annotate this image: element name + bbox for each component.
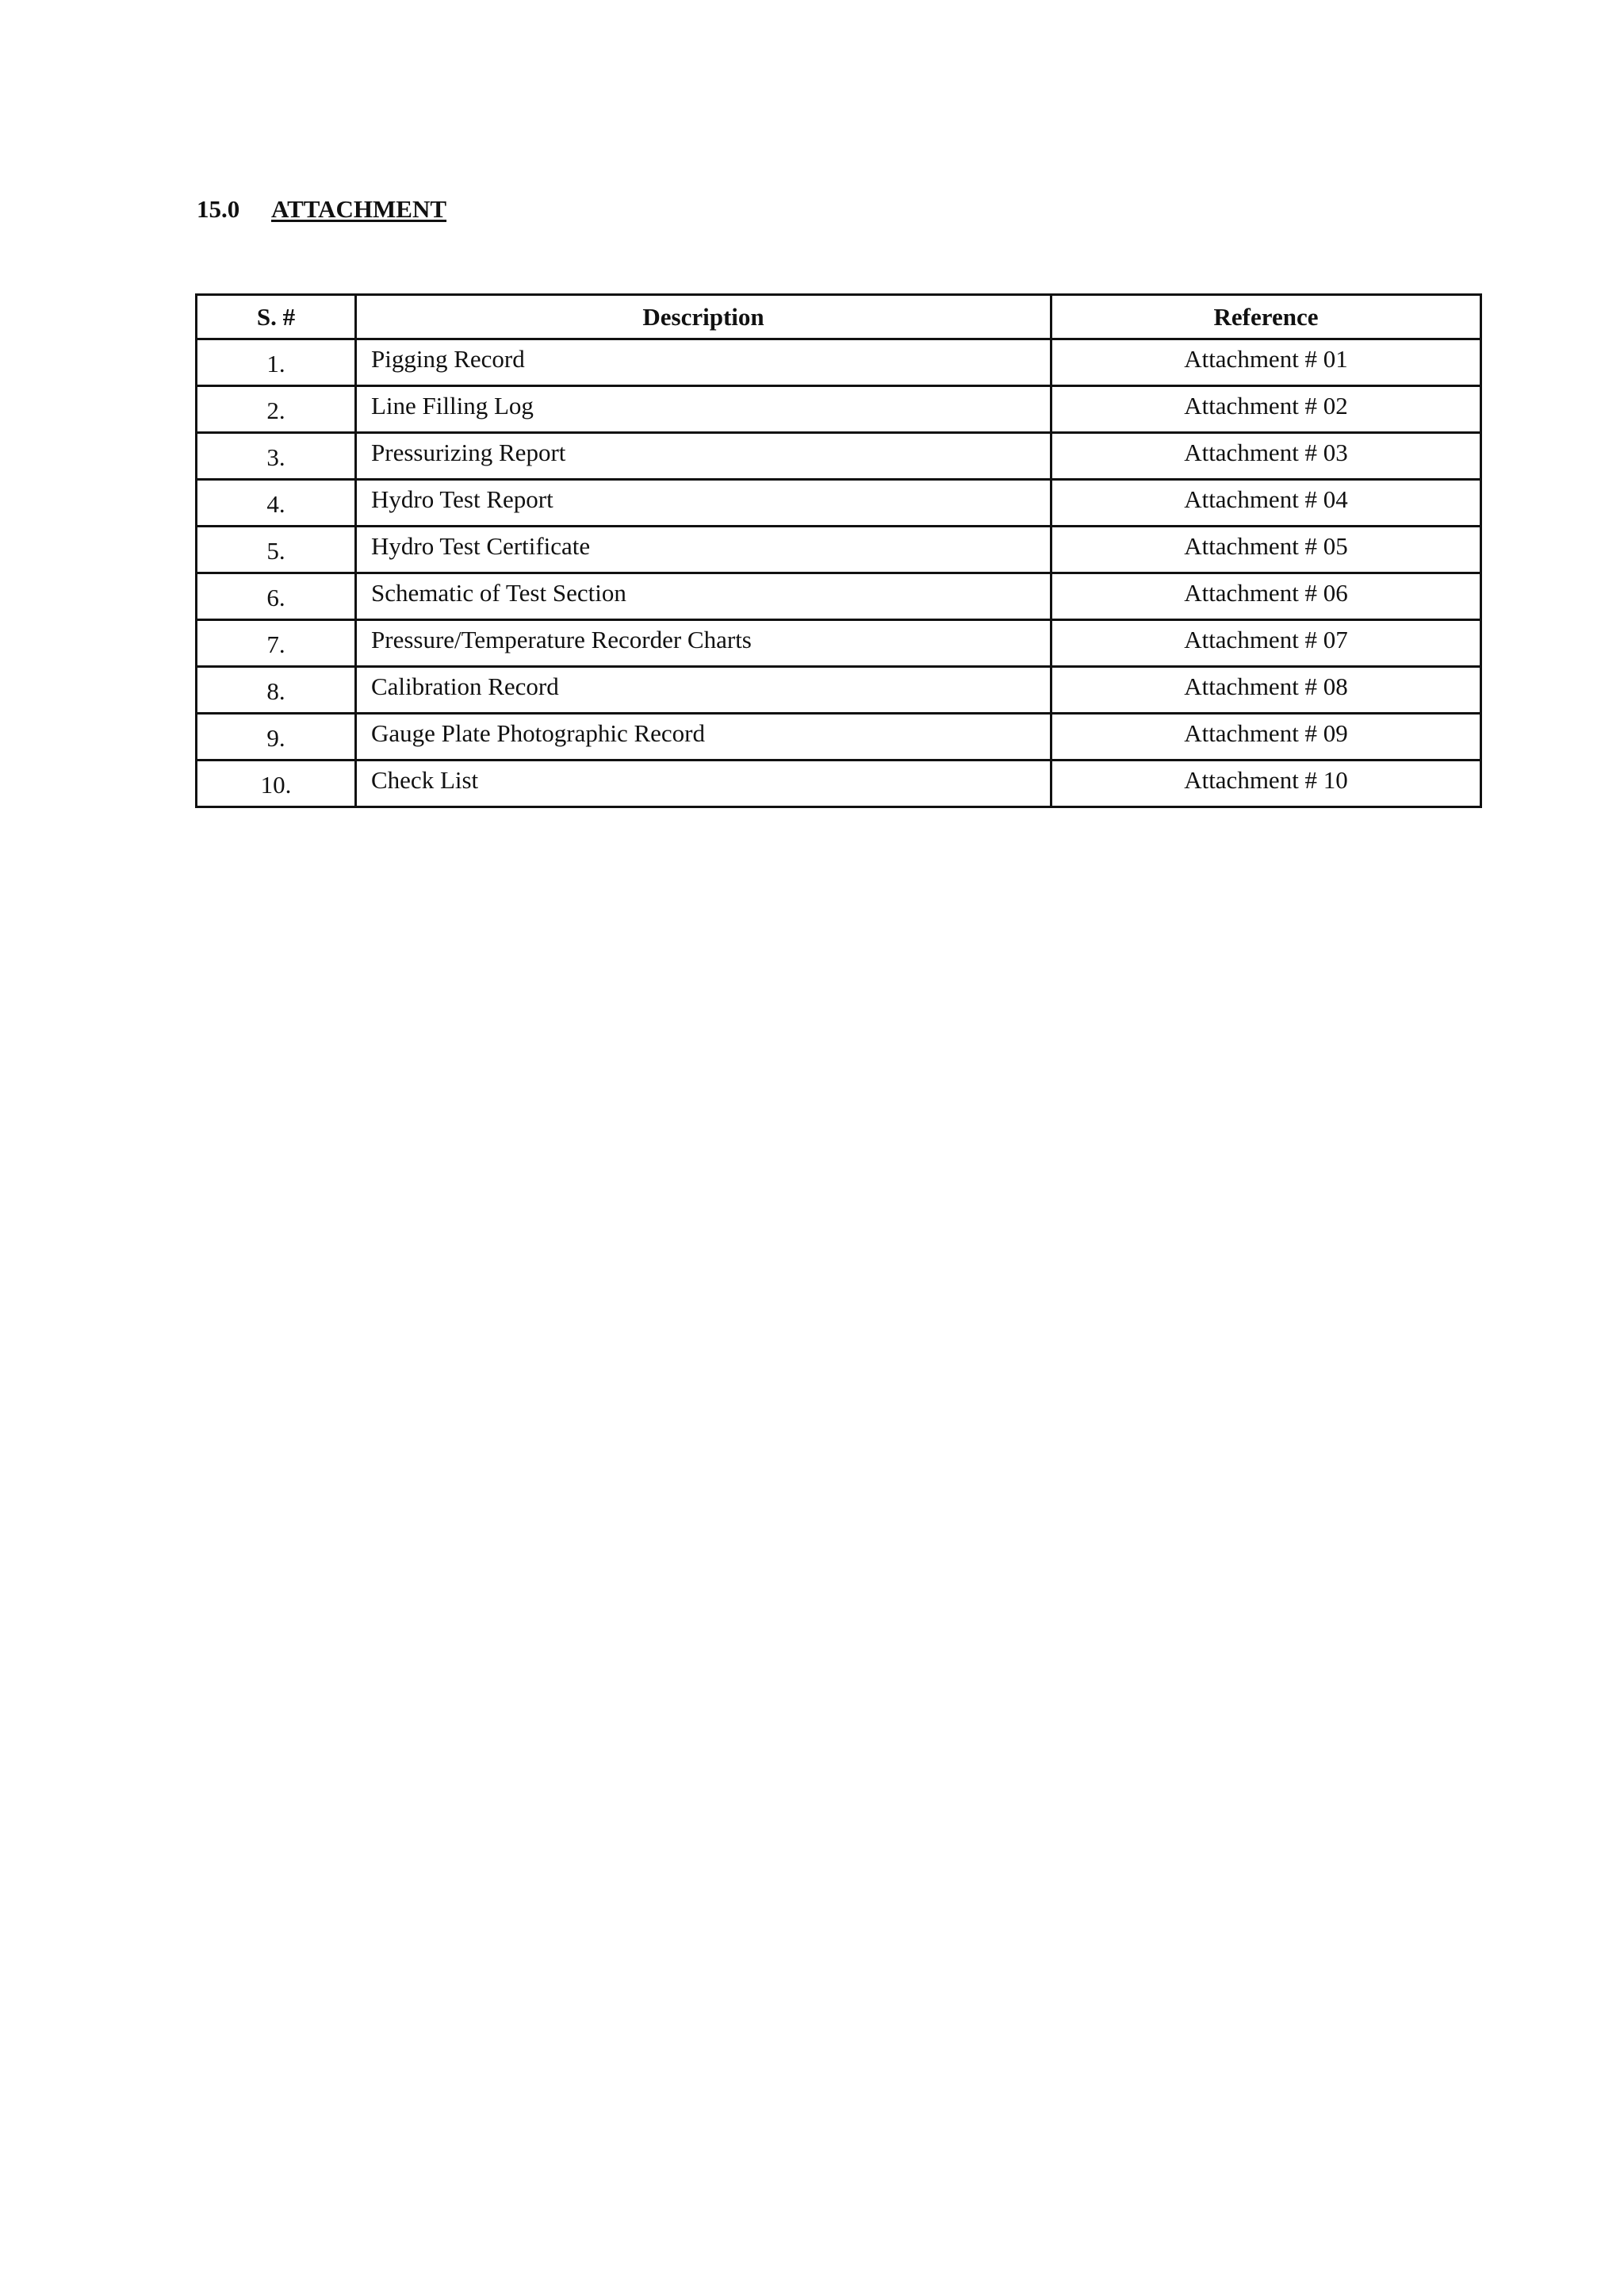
row-description: Pigging Record (356, 339, 1051, 386)
row-reference: Attachment # 10 (1051, 761, 1481, 807)
row-reference: Attachment # 01 (1051, 339, 1481, 386)
table-row (197, 714, 1481, 761)
row-serial-number: 1. (197, 339, 356, 386)
row-serial-number: 9. (197, 714, 356, 761)
header-reference: Reference (1051, 295, 1481, 339)
row-serial-number: 10. (197, 761, 356, 807)
row-serial-number: 6. (197, 573, 356, 620)
table-row (197, 339, 1481, 386)
row-description: Hydro Test Report (356, 480, 1051, 527)
row-serial-number: 3. (197, 433, 356, 480)
row-description: Pressure/Temperature Recorder Charts (356, 620, 1051, 667)
table-row (197, 433, 1481, 480)
row-description: Pressurizing Report (356, 433, 1051, 480)
row-reference: Attachment # 03 (1051, 433, 1481, 480)
row-description: Check List (356, 761, 1051, 807)
row-serial-number: 5. (197, 527, 356, 573)
row-serial-number: 4. (197, 480, 356, 527)
table-row (197, 386, 1481, 433)
table-row (197, 667, 1481, 714)
row-reference: Attachment # 04 (1051, 480, 1481, 527)
attachment-table (195, 293, 1482, 808)
row-description: Hydro Test Certificate (356, 527, 1051, 573)
table-row (197, 761, 1481, 807)
section-heading (197, 195, 446, 224)
section-title: ATTACHMENT (271, 195, 447, 223)
table-header-row (197, 295, 1481, 339)
row-reference: Attachment # 09 (1051, 714, 1481, 761)
row-description: Schematic of Test Section (356, 573, 1051, 620)
table-row (197, 620, 1481, 667)
row-description: Line Filling Log (356, 386, 1051, 433)
row-serial-number: 7. (197, 620, 356, 667)
row-description: Gauge Plate Photographic Record (356, 714, 1051, 761)
row-reference: Attachment # 02 (1051, 386, 1481, 433)
row-reference: Attachment # 06 (1051, 573, 1481, 620)
row-description: Calibration Record (356, 667, 1051, 714)
table-row (197, 527, 1481, 573)
header-description: Description (356, 295, 1051, 339)
section-number: 15.0 (197, 195, 240, 223)
row-reference: Attachment # 05 (1051, 527, 1481, 573)
row-serial-number: 8. (197, 667, 356, 714)
table-row (197, 480, 1481, 527)
row-reference: Attachment # 07 (1051, 620, 1481, 667)
header-serial-number: S. # (197, 295, 356, 339)
row-reference: Attachment # 08 (1051, 667, 1481, 714)
table-row (197, 573, 1481, 620)
row-serial-number: 2. (197, 386, 356, 433)
